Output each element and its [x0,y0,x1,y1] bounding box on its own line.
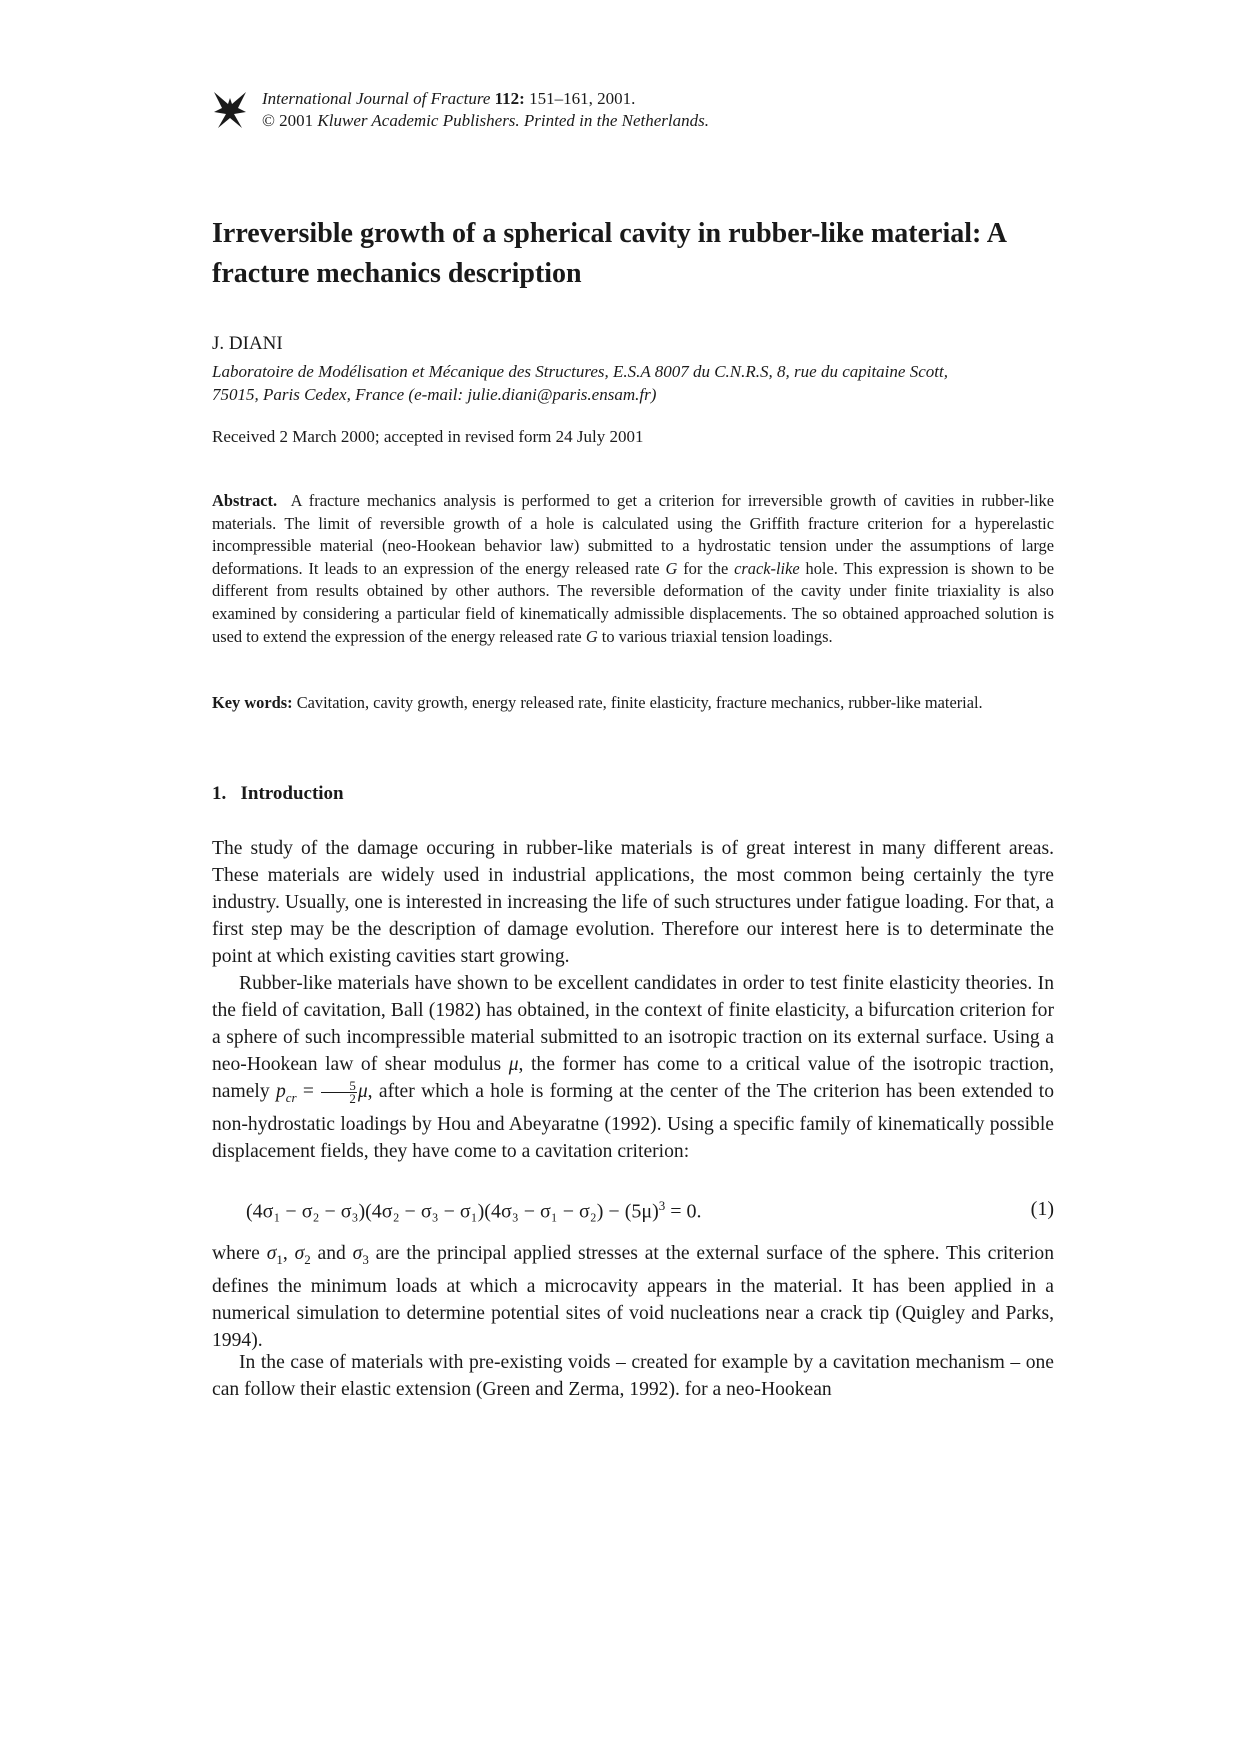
author-affiliation [212,360,1052,406]
paragraph-2: Rubber-like materials have shown to be excellent candidates in order to test finite elasticity theories. In the field of cavitation, Ball (1982) has obtained, in the context of finite elasticity, a bifurcation criterion for a sphere of such incompressible material submitted to an isotropic traction on its external surface. Using a neo-Hookean law of shear modulus μ, the former has come to a critical value of the isotropic traction, namely $p_{cr}$ = $\frac{5}{2}$ μ, after which a hole is forming at the center of the The criterion has been extended to non-hydrostatic loadings by Hou and Abeyaratne (1992). Using a specific family of kinematically possible displacement fields, they have come to a cavitation criterion: [212,973,1054,1162]
abstract-label: Abstract. [212,491,278,510]
journal-volume: 112: [494,89,525,108]
paragraph-3: where $\sigma_1$, $\sigma_2$ and $\sigma_3$ are the principal applied stresses at the external surface of the sphere. This criterion defines the minimum loads at which a microcavity appears in the material. It has been applied in a numerical simulation to determine potential sites of void nucleations near a crack tip (Quigley and Parks, 1994). [212,1243,1054,1351]
journal-name: International Journal of Fracture [262,89,491,108]
equation-1-number: (1) [1030,1198,1054,1220]
journal-pages: 151–161, 2001. [529,89,636,108]
mu-symbol: μ [508,1054,519,1075]
journal-citation [262,88,635,110]
keywords-text: Cavitation, cavity growth, energy released rate, finite elasticity, fracture mechanics, rubber-like material. [296,693,983,712]
abstract-emph: crack-like [734,558,800,578]
affiliation-line-1: Laboratoire de Modélisation et Mécanique des Structures, E.S.A 8007 du C.N.R.S, 8, rue du capitaine Scott, [212,362,948,381]
p2-text-b: , the former has come to a critical value of the isotropic traction, namely [212,1054,1054,1102]
p2-text-a: Rubber-like materials have shown to be excellent candidates in order to test finite elasticity theories. In the field of cavitation, Ball (1982) has obtained, in the context of finite elasticity, a bifurcation criterion for a sphere of such incompressible material submitted to an isotropic traction on its external surface. Using a neo-Hookean law of shear modulus [212,973,1054,1075]
abstract-text-a: A fracture mechanics analysis is performed to get a criterion for irreversible growth of cavities in rubber-like materials. The limit of reversible growth of a hole is calculated using the Griffith fracture criterion for a hyperelastic incompressible material (neo-Hookean behavior law) submitted to a hydrostatic tension under the assumptions of large deformations. It leads to an expression of the energy released rate [212,491,1054,578]
affiliation-line-2: 75015, Paris Cedex, France (e-mail: julie.diani@paris.ensam.fr) [212,385,657,404]
section-heading: 1. Introduction [212,783,344,804]
keywords-label: Key words: [212,693,293,712]
abstract-text-c: hole. This expression is shown to be different from results obtained by other authors. The reversible deformation of the cavity under finite triaxiality is also examined by considering a particular field of kinematically admissible displacements. The so obtained approached solution is used to extend the expression of the energy released rate [212,558,1055,646]
keywords [212,692,1054,715]
copyright-line [262,110,709,132]
p3-text-b: are the principal applied stresses at the external surface of the sphere. This criterion defines the minimum loads at which a microcavity appears in the material. It has been applied in a numerical simulation to determine potential sites of void nucleations near a crack tip (Quigley and Parks, 1994). [212,1243,1054,1351]
author-name: J. DIANI [212,333,283,354]
abstract [212,490,1054,648]
publisher-logo-icon [212,90,248,130]
p-cr-symbol: p [275,1081,286,1102]
printed-note: Printed in the Netherlands. [523,111,710,130]
abstract-text-d: to various triaxial tension loadings. [601,626,833,646]
copyright-symbol: © [262,111,275,130]
copyright-year: 2001 [279,111,314,130]
paragraph-1: The study of the damage occuring in rubber-like materials is of great interest in many different areas. These materials are widely used in industrial applications, the most common being certainly the tyre industry. Usually, one is interested in increasing the life of such structures under fatigue loading. For that, a first step may be the description of damage evolution. Therefore our interest here is to determinate the point at which existing cavities start growing. [212,838,1054,967]
abstract-var-g-2: G [585,626,598,646]
received-dates: Received 2 March 2000; accepted in revised form 24 July 2001 [212,427,644,446]
paper-title: Irreversible growth of a spherical cavity in rubber-like material: A fracture mechanics description [212,218,1006,289]
equation-1 [212,1198,1054,1228]
paragraph-4: In the case of materials with pre-existing voids – created for example by a cavitation mechanism – one can follow their elastic extension (Green and Zerma, 1992). for a neo-Hookean [212,1352,1054,1400]
p2-text-c: , after which a hole is forming at the center of the The criterion has been extended to non-hydrostatic loadings by Hou and Abeyaratne (1992). Using a specific family of kinematically possible displacement fields, they have come to a cavitation criterion: [212,1081,1054,1162]
p-cr-subscript: cr [285,1089,297,1105]
abstract-text-b: for the [683,558,729,578]
mu-symbol-2: μ [357,1081,368,1102]
fraction-five-halves: $\frac{5}{2}$ [321,1080,357,1105]
publisher-name: Kluwer Academic Publishers. [317,111,520,130]
abstract-var-g: G [665,558,678,578]
equation-1-body: $(4\sigma_1 - \sigma_2 - \sigma_3)(4\sigma_2 - \sigma_3 - \sigma_1)(4\sigma_3 - \sigma_1 - \sigma_2) - (5\mu)^3 = 0$. [246,1198,702,1223]
